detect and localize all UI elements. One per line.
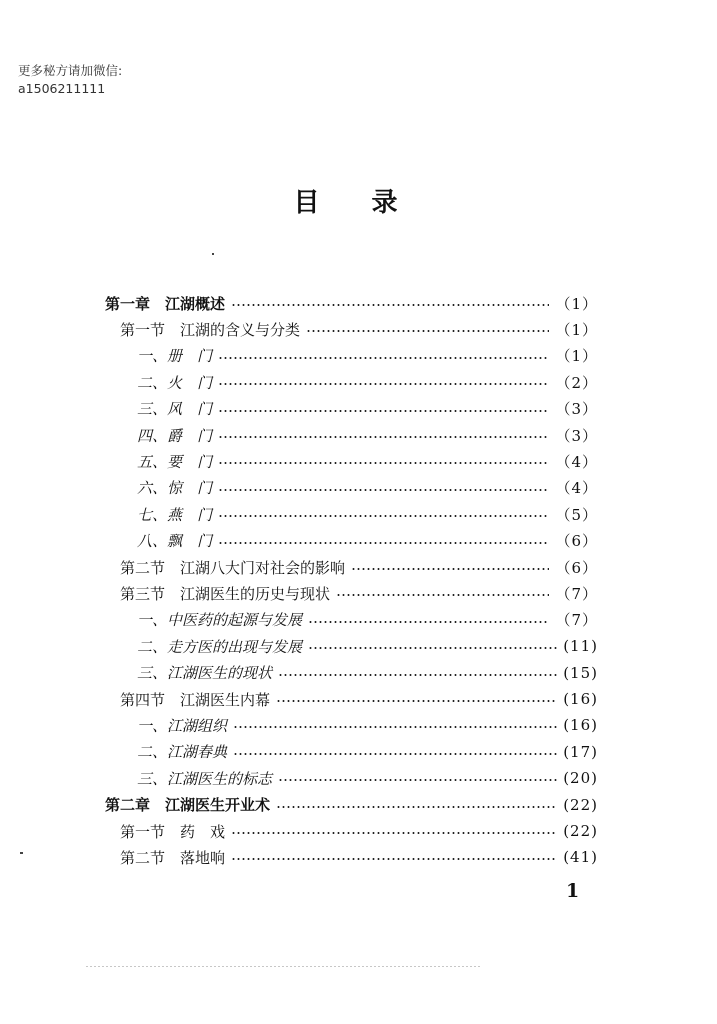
toc-entry-label: 第二章 江湖医生开业术 (105, 796, 271, 815)
toc-entry (120, 554, 598, 580)
scan-artifact-line (85, 966, 480, 967)
toc-entry (105, 290, 598, 316)
toc-entry-page: （6） (555, 532, 598, 551)
toc-entry (137, 528, 598, 554)
toc-entry-page: (22) (563, 822, 598, 840)
toc-entry-page: （7） (555, 611, 598, 630)
watermark-text (18, 62, 122, 98)
toc-entry (120, 844, 598, 870)
toc-entry (120, 818, 598, 844)
toc-entry (137, 739, 598, 765)
toc-entry-page: （3） (555, 426, 598, 445)
toc-leader-dots (231, 858, 557, 860)
toc-leader-dots (278, 779, 557, 781)
toc-entry-page: (17) (563, 742, 598, 761)
toc-entry-label: 一、江湖组织 (137, 716, 228, 735)
toc-entry-label: 四、爵 门 (137, 426, 213, 445)
toc-leader-dots (308, 647, 557, 649)
toc-entry-page: （4） (555, 452, 598, 471)
toc-entry-label: 三、风 门 (137, 400, 213, 419)
toc-entry-label: 第一节 药 戏 (120, 822, 226, 841)
toc-entry-label: 一、中医药的起源与发展 (137, 611, 303, 630)
toc-entry-label: 三、江湖医生的现状 (137, 664, 273, 683)
toc-entry-page: （3） (555, 400, 598, 419)
toc-leader-dots (278, 674, 557, 676)
toc-leader-dots (218, 436, 549, 438)
toc-entry-page: （2） (555, 373, 598, 392)
toc-entry (137, 448, 598, 474)
toc-leader-dots (233, 726, 557, 728)
toc-leader-dots (218, 410, 549, 412)
toc-entry-label: 八、飘 门 (137, 532, 213, 551)
toc-leader-dots (351, 568, 549, 570)
toc-leader-dots (218, 542, 549, 544)
toc-entry-page: （1） (555, 320, 598, 339)
toc-entry (137, 607, 598, 633)
toc-leader-dots (336, 594, 549, 596)
toc-entry (137, 343, 598, 369)
toc-entry-page: (22) (563, 795, 598, 814)
toc-entry-page: （5） (555, 505, 598, 524)
toc-entry-label: 三、江湖医生的标志 (137, 769, 273, 788)
toc-entry-label: 第一章 江湖概述 (105, 294, 226, 313)
toc-leader-dots (308, 621, 549, 623)
toc-entry-page: （7） (555, 584, 598, 603)
toc-entry-page: (16) (563, 716, 598, 735)
toc-leader-dots (306, 330, 549, 332)
toc-entry (137, 475, 598, 501)
toc-leader-dots (218, 462, 549, 464)
toc-leader-dots (218, 515, 549, 517)
toc-entry-label: 二、走方医的出现与发展 (137, 637, 303, 656)
toc-leader-dots (276, 806, 557, 808)
toc-entry-label: 六、惊 门 (137, 479, 213, 498)
toc-entry-label: 五、要 门 (137, 452, 213, 471)
toc-leader-dots (218, 383, 549, 385)
toc-leader-dots (231, 832, 557, 834)
toc-entry (120, 580, 598, 606)
toc-entry-label: 第四节 江湖医生内幕 (120, 690, 271, 709)
toc-entry (120, 316, 598, 342)
toc-entry-page: （1） (555, 294, 598, 313)
toc-entry-label: 二、江湖春典 (137, 743, 228, 762)
page-number: 1 (566, 880, 580, 902)
watermark-line-2: a1506211111 (18, 81, 106, 96)
toc-entry (137, 660, 598, 686)
toc-entry-page: (20) (563, 769, 598, 788)
watermark-line-1: 更多秘方请加微信: (18, 63, 123, 78)
toc-leader-dots (231, 304, 549, 306)
toc-leader-dots (233, 753, 557, 755)
toc-entry (120, 686, 598, 712)
toc-entry-page: (41) (563, 848, 598, 867)
scan-speck (212, 253, 214, 255)
toc-entry-page: (16) (563, 690, 598, 708)
toc-entry (137, 765, 598, 791)
toc-entry-label: 第二节 落地响 (120, 848, 226, 867)
toc-leader-dots (218, 489, 549, 491)
toc-leader-dots (218, 357, 549, 359)
toc-entry-label: 第一节 江湖的含义与分类 (120, 320, 301, 339)
toc-entry-label: 第三节 江湖医生的历史与现状 (120, 584, 331, 603)
toc-entry (137, 422, 598, 448)
toc-entry-label: 第二节 江湖八大门对社会的影响 (120, 558, 346, 577)
page-title: 目录 (293, 188, 450, 218)
toc-entry-page: (11) (563, 637, 598, 656)
toc-entry-label: 二、火 门 (137, 373, 213, 392)
toc-entry (137, 396, 598, 422)
toc-entry-label: 七、燕 门 (137, 505, 213, 524)
toc-entry-label: 一、册 门 (137, 347, 213, 366)
toc-entry-page: （1） (555, 347, 598, 366)
toc-entry (105, 792, 598, 818)
toc-entry-page: （6） (555, 558, 598, 577)
toc-leader-dots (276, 700, 557, 702)
scan-speck (20, 852, 23, 854)
toc-entry (137, 633, 598, 659)
toc-entry (137, 369, 598, 395)
toc-entry-page: （4） (555, 479, 598, 498)
toc-entry (137, 501, 598, 527)
toc-entry (137, 712, 598, 738)
toc-entry-page: (15) (563, 663, 598, 682)
